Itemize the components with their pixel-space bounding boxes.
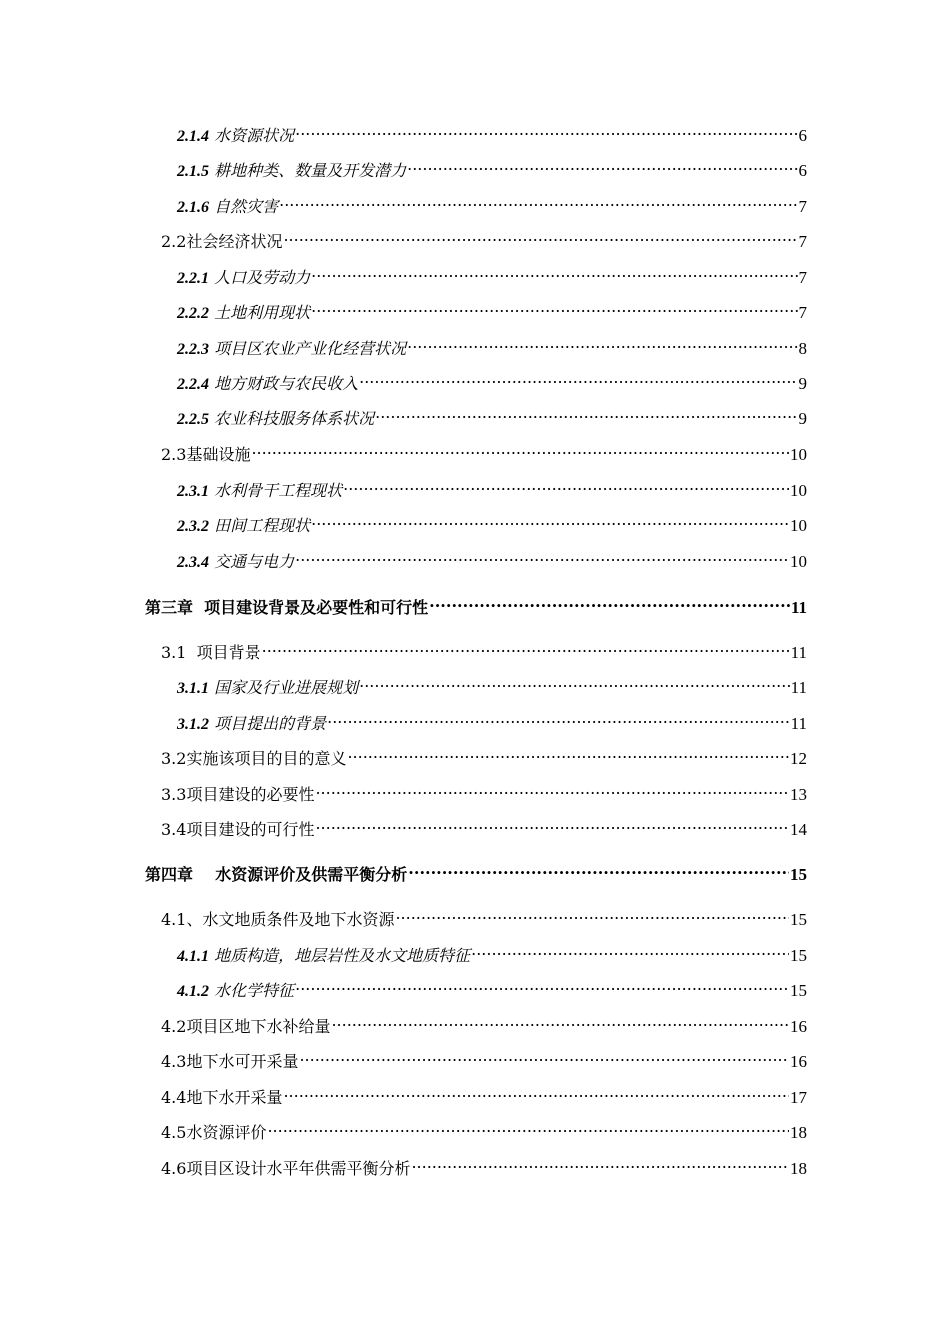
toc-entry [161, 444, 807, 466]
toc-page-number: 11 [790, 598, 807, 617]
toc-entry-title: 2.3.4 交通与电力 [177, 552, 295, 571]
toc-entry-title: 2.2社会经济状况 [161, 232, 283, 251]
toc-page-number: 6 [798, 161, 807, 180]
toc-entry [177, 408, 807, 431]
toc-entry [177, 677, 807, 700]
toc-entry [177, 713, 807, 736]
toc-entry [177, 267, 807, 290]
toc-page-number: 15 [790, 946, 807, 965]
leader-dots [343, 482, 789, 496]
toc-entry-title: 4.5水资源评价 [161, 1123, 267, 1142]
leader-dots [331, 1018, 789, 1032]
toc-page-number: 10 [790, 445, 807, 464]
leader-dots [311, 517, 789, 531]
leader-dots [315, 786, 789, 800]
leader-dots [471, 947, 789, 961]
toc-entry-title: 3.2实施该项目的目的意义 [161, 749, 347, 768]
toc-page-number: 9 [798, 374, 807, 393]
toc-page-number: 10 [790, 516, 807, 535]
toc-page-number: 11 [790, 714, 807, 733]
leader-dots [411, 1160, 789, 1174]
toc-page-number: 18 [790, 1159, 807, 1178]
toc-page-number: 15 [790, 981, 807, 1000]
toc-entry [161, 909, 807, 931]
leader-dots [359, 375, 797, 389]
leader-dots [407, 340, 797, 354]
leader-dots [283, 233, 797, 247]
leader-dots [375, 410, 797, 424]
toc-page-number: 7 [798, 197, 807, 216]
leader-dots [295, 127, 797, 141]
toc-page-number: 8 [798, 339, 807, 358]
toc-entry [161, 748, 807, 770]
leader-dots [429, 599, 790, 613]
toc-entry [161, 1051, 807, 1073]
leader-dots [311, 304, 797, 318]
toc-page-number: 16 [790, 1052, 807, 1071]
toc-entry-title: 2.1.4 水资源状况 [177, 126, 295, 145]
toc-entry-title: 2.2.5 农业科技服务体系状况 [177, 409, 375, 428]
leader-dots [299, 1053, 789, 1067]
toc-page-number: 7 [798, 232, 807, 251]
leader-dots [295, 553, 789, 567]
toc-entry-title: 4.3地下水可开采量 [161, 1052, 299, 1071]
toc-entry [161, 1087, 807, 1109]
toc-entry-title: 4.4地下水开采量 [161, 1088, 283, 1107]
toc-entry [161, 642, 807, 664]
toc-page-number: 11 [790, 678, 807, 697]
leader-dots [347, 750, 789, 764]
leader-dots [267, 1124, 789, 1138]
toc-page-number: 15 [790, 910, 807, 929]
leader-dots [327, 715, 790, 729]
toc-chapter-entry [145, 597, 807, 619]
toc-entry-title: 4.1.1 地质构造，地层岩性及水文地质特征 [177, 946, 471, 965]
toc-entry [177, 480, 807, 503]
toc-entry [161, 1158, 807, 1180]
toc-page-number: 7 [798, 303, 807, 322]
toc-page-number: 13 [790, 785, 807, 804]
leader-dots [279, 198, 797, 212]
toc-entry-title: 4.2项目区地下水补给量 [161, 1017, 331, 1036]
toc-entry [177, 196, 807, 219]
toc-entry-title: 4.6项目区设计水平年供需平衡分析 [161, 1159, 411, 1178]
leader-dots [408, 866, 789, 880]
toc-page-number: 10 [790, 481, 807, 500]
leader-dots [311, 269, 797, 283]
toc-entry [177, 338, 807, 361]
toc-entry-title: 2.3.2 田间工程现状 [177, 516, 311, 535]
toc-entry-title: 3.3项目建设的必要性 [161, 785, 315, 804]
toc-entry-title: 2.2.3 项目区农业产业化经营状况 [177, 339, 407, 358]
leader-dots [407, 162, 797, 176]
leader-dots [262, 644, 790, 658]
toc-page-number: 16 [790, 1017, 807, 1036]
toc-entry-title: 2.3.1 水利骨干工程现状 [177, 481, 343, 500]
toc-entry [177, 302, 807, 325]
toc-entry-title: 3.1.1 国家及行业进展规划 [177, 678, 359, 697]
toc-entry-title: 2.3基础设施 [161, 445, 251, 464]
toc-page-number: 17 [790, 1088, 807, 1107]
toc-entry [177, 515, 807, 538]
toc-entry [177, 980, 807, 1003]
toc-entry-title: 2.1.5 耕地种类、数量及开发潜力 [177, 161, 407, 180]
toc-entry-title: 3.1.2 项目提出的背景 [177, 714, 327, 733]
toc-entry [161, 1122, 807, 1144]
toc-page-number: 14 [790, 820, 807, 839]
toc-entry [177, 373, 807, 396]
toc-page-number: 18 [790, 1123, 807, 1142]
toc-chapter-entry [145, 864, 807, 886]
toc-entry [161, 231, 807, 253]
leader-dots [359, 679, 790, 693]
toc-entry-title: 4.1.2 水化学特征 [177, 981, 295, 1000]
leader-dots [295, 982, 789, 996]
toc-page-number: 9 [798, 409, 807, 428]
toc-entry [177, 125, 807, 148]
leader-dots [395, 911, 789, 925]
leader-dots [283, 1089, 789, 1103]
toc-entry [161, 784, 807, 806]
toc-entry [177, 551, 807, 574]
toc-page-number: 15 [790, 865, 807, 884]
toc-chapter-title: 第三章 项目建设背景及必要性和可行性 [145, 598, 429, 617]
toc-page-number: 11 [790, 643, 807, 662]
toc-entry [161, 1016, 807, 1038]
toc-entry-title: 2.1.6 自然灾害 [177, 197, 279, 216]
toc-page-number: 12 [790, 749, 807, 768]
toc-entry-title: 2.2.2 土地利用现状 [177, 303, 311, 322]
toc-entry-title: 3.4项目建设的可行性 [161, 820, 315, 839]
toc-page-number: 7 [798, 268, 807, 287]
toc-entry-title: 4.1、水文地质条件及地下水资源 [161, 910, 395, 929]
toc-entry-title: 3.1 项目背景 [161, 643, 261, 662]
toc-entry-title: 2.2.1 人口及劳动力 [177, 268, 311, 287]
leader-dots [251, 446, 789, 460]
toc-page-number: 10 [790, 552, 807, 571]
toc-entry-title: 2.2.4 地方财政与农民收入 [177, 374, 359, 393]
toc-page-number: 6 [798, 126, 807, 145]
toc-entry [177, 945, 807, 968]
toc-entry [177, 160, 807, 183]
toc-entry [161, 819, 807, 841]
leader-dots [315, 821, 789, 835]
toc-chapter-title: 第四章 水资源评价及供需平衡分析 [145, 865, 408, 884]
